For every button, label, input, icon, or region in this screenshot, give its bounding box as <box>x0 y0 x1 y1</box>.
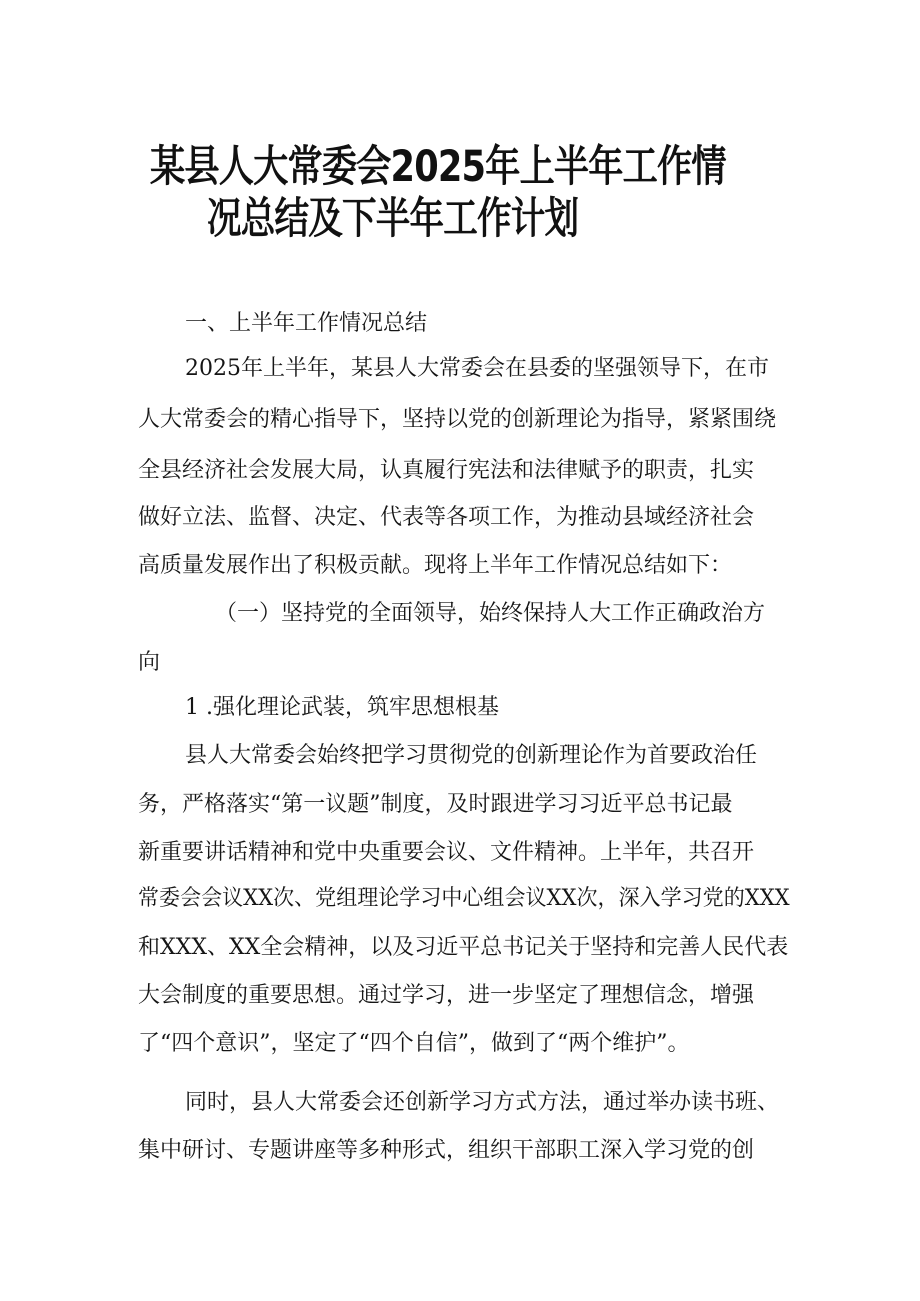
paragraph-line: 全县经济社会发展大局，认真履行宪法和法律赋予的职责，扎实 <box>138 458 755 483</box>
document-title-line-1: 某县人大常委会2025年上半年工作情 <box>150 142 726 192</box>
paragraph-line: 大会制度的重要思想。通过学习，进一步坚定了理想信念，增强 <box>138 983 755 1008</box>
document-title-line-2: 况总结及下半年工作计划 <box>207 194 579 244</box>
paragraph-line: 县人大常委会始终把学习贯彻党的创新理论作为首要政治任 <box>185 743 758 768</box>
paragraph-line: 新重要讲话精神和党中央重要会议、文件精神。上半年，共召开 <box>138 840 755 865</box>
subsection-heading-cont: 向 <box>138 650 161 675</box>
paragraph-line: 高质量发展作出了积极贡献。现将上半年工作情况总结如下： <box>138 553 733 578</box>
subsection-heading: （一）坚持党的全面领导，始终保持人大工作正确政治方 <box>215 601 766 626</box>
paragraph-line: 集中研讨、专题讲座等多种形式，组织干部职工深入学习党的创 <box>138 1138 755 1163</box>
item-heading: 1 .强化理论武装，筑牢思想根基 <box>185 695 499 720</box>
section-heading: 一、上半年工作情况总结 <box>185 311 428 336</box>
paragraph-line: 和XXX、XX全会精神，以及习近平总书记关于坚持和完善人民代表 <box>138 935 789 960</box>
paragraph-line: 人大常委会的精心指导下，坚持以党的创新理论为指导，紧紧围绕 <box>138 407 777 432</box>
paragraph-line: 2025年上半年，某县人大常委会在县委的坚强领导下，在市 <box>185 356 769 381</box>
paragraph-line: 务，严格落实“第一议题”制度，及时跟进学习习近平总书记最 <box>138 792 733 817</box>
paragraph-line: 常委会会议XX次、党组理论学习中心组会议XX次，深入学习党的XXX <box>138 886 790 911</box>
paragraph-line: 同时，县人大常委会还创新学习方式方法，通过举办读书班、 <box>185 1090 780 1115</box>
paragraph-line: 了“四个意识”，坚定了“四个自信”，做到了“两个维护”。 <box>138 1031 690 1056</box>
paragraph-line: 做好立法、监督、决定、代表等各项工作，为推动县域经济社会 <box>138 505 755 530</box>
